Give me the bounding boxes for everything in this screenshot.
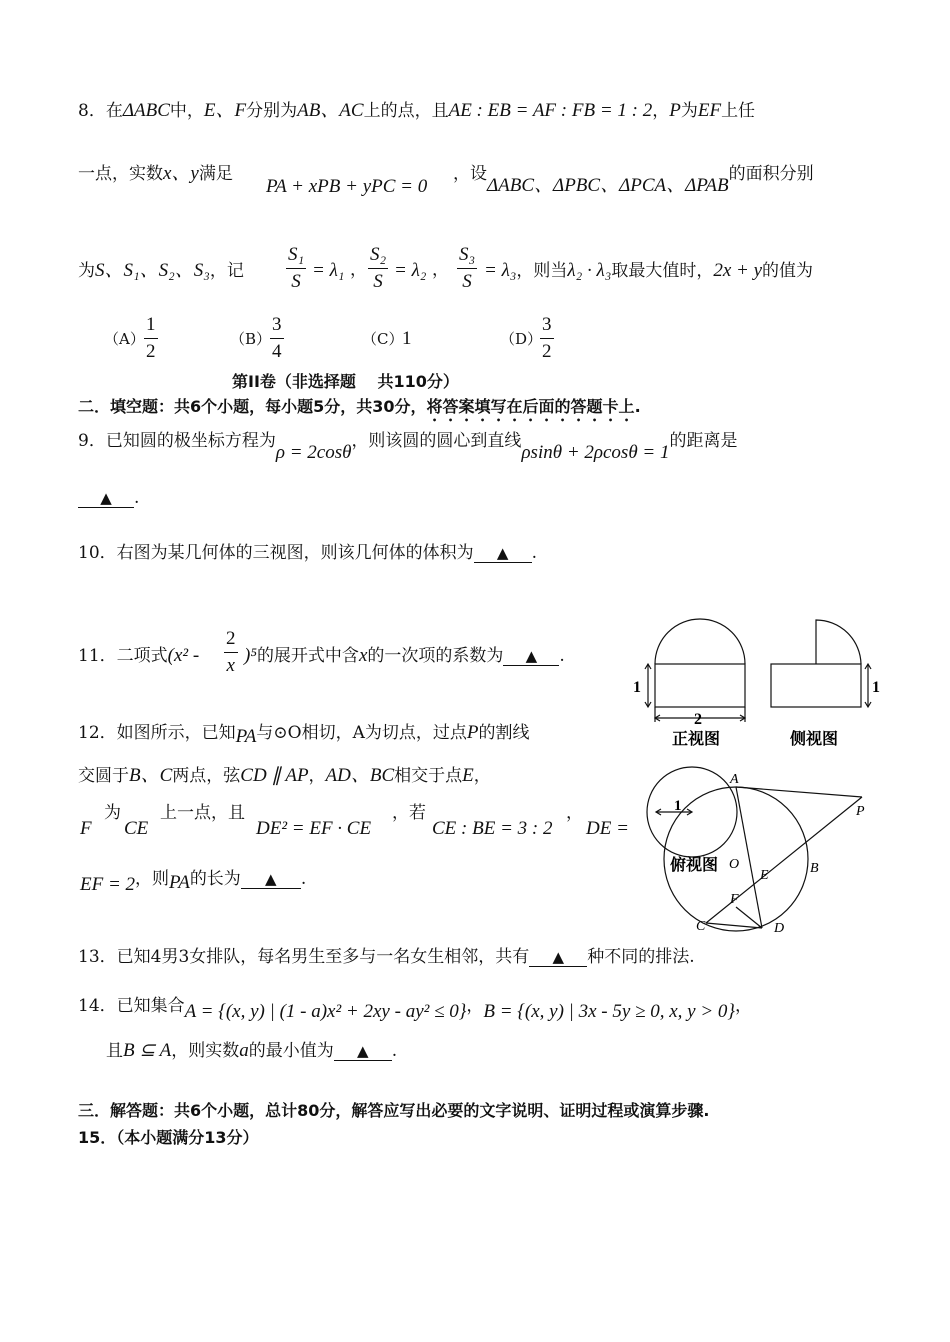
math: x	[358, 645, 368, 666]
q8-line2	[78, 163, 233, 186]
fraction-bar	[144, 338, 158, 339]
text: 交圆于	[78, 766, 129, 786]
answer-blank[interactable]: ▲	[334, 1042, 392, 1061]
q14-line1	[78, 995, 753, 1022]
q12-point-f: F	[80, 818, 92, 839]
q9-line1	[78, 430, 738, 463]
text: ，	[466, 996, 484, 1016]
q8-line3b	[484, 260, 813, 283]
math: PA	[169, 872, 190, 893]
math: A = {(x, y) | (1 - a)x² + 2xy - ay² ≤ 0}	[184, 1001, 467, 1022]
side-view-quarter	[816, 620, 861, 664]
denominator: x	[226, 655, 235, 676]
math: P	[466, 722, 479, 743]
math: ΔABC	[122, 100, 170, 121]
text: ，则实数	[171, 1041, 240, 1061]
q8-option-c-value: 1	[402, 328, 412, 349]
answer-blank[interactable]: ▲	[241, 870, 301, 889]
math: ρ = 2cosθ	[275, 442, 352, 463]
text: 9．已知圆的极坐标方程为	[78, 431, 276, 451]
text: ，则	[135, 869, 170, 889]
text: ，	[473, 766, 491, 786]
text: 满足	[198, 164, 233, 184]
q8-option-b-value	[270, 314, 284, 363]
fraction-bar	[368, 268, 388, 269]
math: EF = 2	[80, 874, 136, 895]
text: ，设	[453, 164, 487, 184]
q8-line1	[78, 100, 755, 123]
three-view-figure	[628, 612, 890, 752]
q8-line2b	[453, 163, 814, 196]
q13-line	[78, 947, 695, 967]
dim-label: 2	[694, 711, 702, 728]
numerator: 3	[272, 314, 282, 335]
side-view-label: 侧视图	[790, 731, 839, 748]
fraction-bar	[540, 338, 554, 339]
text: 与⊙O相切，A为切点，过点	[256, 723, 467, 743]
text: 8．在	[78, 101, 123, 121]
fraction-bar	[270, 338, 284, 339]
q8-vector-eq: PA + xPB + yPC = 0	[266, 176, 428, 197]
text: ，	[566, 803, 583, 823]
q12-line4	[80, 868, 307, 895]
text: .	[134, 488, 140, 508]
text: 为	[104, 803, 121, 823]
numerator: 1	[146, 314, 156, 335]
numerator: 2	[226, 628, 236, 649]
q8-frac-1	[286, 244, 306, 293]
denominator: 4	[272, 341, 282, 362]
text: 种不同的排法.	[587, 947, 695, 967]
q10-line	[78, 543, 537, 563]
math: x、y	[163, 163, 199, 184]
math: E、F	[203, 100, 247, 121]
text: .	[634, 397, 641, 416]
answer-blank[interactable]: ▲	[78, 489, 134, 508]
text: 分别为	[246, 101, 298, 121]
text: 的割线	[478, 723, 530, 743]
text: 为	[680, 101, 698, 121]
front-view-arc	[655, 619, 745, 664]
point-label-o: O	[729, 857, 740, 872]
math: P	[669, 100, 681, 121]
text: ，	[652, 101, 670, 121]
numerator: S₃	[459, 244, 476, 265]
math: PA	[235, 726, 257, 747]
q12-line3b	[160, 803, 245, 823]
q8-option-d-label: （D）	[500, 330, 543, 348]
math: = λ₃	[484, 260, 517, 281]
point-label-d: D	[774, 921, 785, 936]
text: ，若	[392, 803, 426, 823]
q15-heading: 15．（本小题满分13分）	[78, 1128, 259, 1147]
point-label-a: A	[730, 772, 739, 787]
math: AB、AC	[297, 100, 364, 121]
answer-blank[interactable]: ▲	[474, 544, 532, 563]
text: .	[559, 646, 565, 666]
fraction-bar	[286, 268, 306, 269]
text: 取最大值时，	[611, 261, 714, 281]
text: 二．填空题：共6个小题，每小题5分，共30分，	[78, 397, 427, 416]
comma: ，	[350, 260, 367, 280]
q8-option-b-label: （B）	[230, 330, 272, 348]
text: ，	[308, 766, 326, 786]
text: 两点，弦	[172, 766, 241, 786]
math: EF	[697, 100, 722, 121]
q12-line3d	[566, 803, 583, 823]
point-label-c: C	[696, 919, 706, 934]
answer-blank[interactable]: ▲	[529, 948, 587, 967]
q12-equation: DE² = EF · CE	[256, 818, 372, 839]
text: 的最小值为	[248, 1041, 334, 1061]
text: 中，	[169, 101, 204, 121]
denominator: 2	[146, 341, 156, 362]
q8-frac-2	[368, 244, 388, 293]
text: 的距离是	[669, 431, 738, 451]
math: B、C	[129, 765, 173, 786]
text: 上任	[721, 101, 756, 121]
text: 相交于点	[394, 766, 463, 786]
q9-answer	[78, 488, 139, 508]
q12-de: DE =	[586, 818, 629, 839]
text: 13．已知4男3女排队，每名男生至多与一名女生相邻，共有	[78, 947, 530, 967]
q8-line3a	[78, 260, 244, 283]
math: ρsinθ + 2ρcosθ = 1	[521, 442, 670, 463]
math: B = {(x, y) | 3x - 5y ≥ 0, x, y > 0}	[483, 1001, 736, 1022]
denominator: S	[462, 271, 472, 292]
numerator: S₂	[370, 244, 387, 265]
text: 的一次项的系数为	[367, 646, 504, 666]
text: 上一点，且	[160, 803, 245, 823]
math: ΔABC、ΔPBC、ΔPCA、ΔPAB	[487, 175, 729, 196]
q8-frac-3	[457, 244, 477, 293]
q11-line-b	[244, 645, 565, 668]
q12-line1	[78, 722, 529, 745]
text: .	[300, 869, 307, 889]
q12-line3c	[392, 803, 426, 823]
numerator: 3	[542, 314, 552, 335]
chord-ad	[736, 787, 762, 928]
denominator: S	[373, 271, 383, 292]
math: λ₂ · λ₃	[567, 260, 612, 281]
text: 10．右图为某几何体的三视图，则该几何体的体积为	[78, 543, 474, 563]
tangent-pa	[736, 787, 862, 797]
math: a	[239, 1040, 249, 1061]
q8-option-d-value	[540, 314, 554, 363]
text: 为	[78, 261, 95, 281]
math: AD、BC	[325, 765, 395, 786]
math: (x² -	[167, 645, 200, 666]
text: 14．已知集合	[78, 996, 185, 1016]
circle-secant-figure	[640, 762, 880, 942]
text: 11．二项式	[78, 646, 168, 666]
dim-label: 1	[872, 679, 880, 696]
section2-heading	[78, 397, 641, 425]
dim-label: 1	[674, 798, 682, 814]
q8-option-c-label: （C）	[362, 330, 404, 348]
answer-blank[interactable]: ▲	[503, 647, 559, 666]
text: 且	[106, 1041, 123, 1061]
point-label-b: B	[810, 861, 819, 876]
math: )⁵	[244, 645, 257, 666]
point-label-e: E	[760, 868, 769, 883]
q8-lambda1: = λ₁	[312, 260, 345, 281]
text: ，则该圆的圆心到直线	[351, 431, 522, 451]
text: 的展开式中含	[256, 646, 359, 666]
math: AE : EB = AF : FB = 1 : 2	[448, 100, 653, 121]
q12-ratio: CE : BE = 3 : 2	[432, 818, 553, 839]
text: 一点，实数	[78, 164, 163, 184]
text: 的面积分别	[728, 164, 814, 184]
text: 12．如图所示，已知	[78, 723, 236, 743]
math: E	[462, 765, 474, 786]
q14-line2	[106, 1040, 397, 1063]
top-view-label: 俯视图	[670, 857, 719, 874]
text: ，	[735, 996, 753, 1016]
math: 2x + y	[713, 260, 763, 281]
q11-fraction	[224, 628, 238, 677]
denominator: S	[291, 271, 301, 292]
text: ，则当	[516, 261, 568, 281]
front-view-rect	[655, 664, 745, 707]
dim-label: 1	[633, 679, 641, 696]
q12-segment-ce: CE	[124, 818, 149, 839]
front-view-label: 正视图	[672, 731, 721, 748]
comma: ，	[432, 260, 449, 280]
denominator: 2	[542, 341, 552, 362]
math: S、S₁、S₂、S₃	[95, 260, 210, 281]
text: 的长为	[189, 869, 241, 889]
text: .	[531, 543, 538, 563]
q12-line2	[78, 765, 491, 788]
emphasis-text: 将答案填写在后面的答题卡上	[426, 397, 635, 416]
point-label-f: F	[730, 892, 739, 907]
q8-option-a-value	[144, 314, 158, 363]
text: 的值为	[762, 261, 814, 281]
point-label-p: P	[856, 804, 865, 819]
text: ，记	[209, 261, 244, 281]
math: B ⊆ A	[123, 1040, 172, 1061]
section3-heading: 三．解答题：共6个小题，总计80分，解答应写出必要的文字说明、证明过程或演算步骤.	[78, 1101, 710, 1120]
section2-title: 第II卷（非选择题 共110分）	[232, 372, 459, 391]
fraction-bar	[457, 268, 477, 269]
text: .	[391, 1041, 398, 1061]
numerator: S₁	[288, 244, 305, 265]
q8-lambda2: = λ₂	[394, 260, 427, 281]
text: 上的点，且	[363, 101, 449, 121]
q12-line3a	[104, 803, 121, 823]
fraction-bar	[224, 652, 238, 653]
side-view-rect	[771, 664, 861, 707]
q11-line-a	[78, 645, 199, 668]
q8-option-a-label: （A）	[104, 330, 145, 348]
math: CD ∥ AP	[240, 765, 309, 786]
